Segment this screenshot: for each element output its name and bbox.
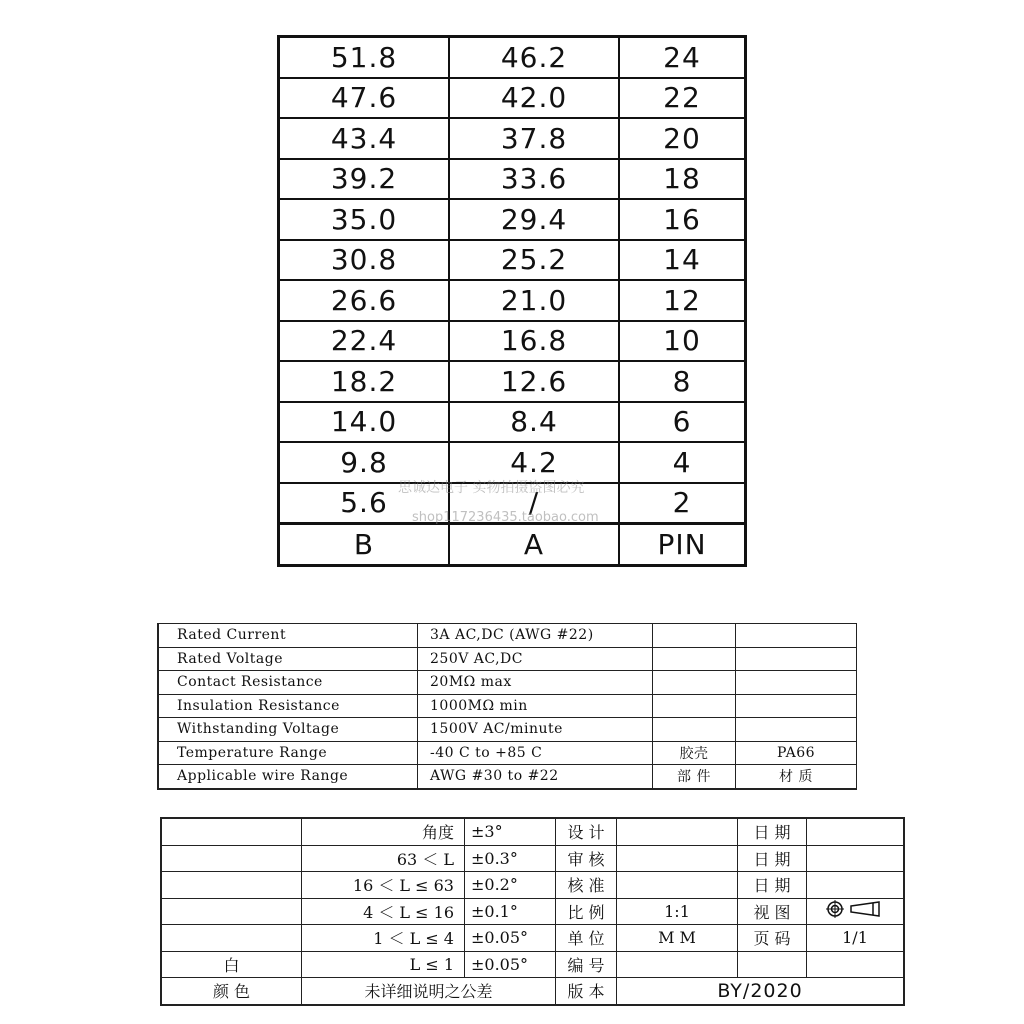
title-block-cell: 页 码 bbox=[738, 925, 807, 952]
title-block-cell: 4 ＜ L ≤ 16 bbox=[302, 898, 465, 925]
spec-row bbox=[158, 765, 857, 789]
spec-value bbox=[653, 624, 736, 648]
table-cell: 46.2 bbox=[449, 37, 619, 78]
table-cell: 26.6 bbox=[279, 280, 450, 321]
title-block-cell: 比 例 bbox=[556, 898, 617, 925]
spec-row bbox=[158, 694, 857, 718]
title-block-cell: 角度 bbox=[302, 818, 465, 845]
table-row bbox=[279, 37, 746, 78]
table-cell: 25.2 bbox=[449, 240, 619, 281]
spec-table bbox=[157, 623, 857, 790]
spec-label: Applicable wire Range bbox=[158, 765, 418, 789]
table-row bbox=[279, 361, 746, 402]
column-header: A bbox=[449, 524, 619, 566]
title-block-cell bbox=[807, 845, 905, 872]
table-cell: 21.0 bbox=[449, 280, 619, 321]
table-cell: 14 bbox=[619, 240, 746, 281]
table-cell: 14.0 bbox=[279, 402, 450, 443]
column-header: B bbox=[279, 524, 450, 566]
table-row bbox=[279, 159, 746, 200]
table-cell: 22.4 bbox=[279, 321, 450, 362]
table-cell: 8.4 bbox=[449, 402, 619, 443]
table-cell: 4 bbox=[619, 442, 746, 483]
title-block-cell: ±0.05° bbox=[465, 951, 556, 978]
spec-value: -40 C to +85 C bbox=[418, 741, 653, 765]
spec-value bbox=[736, 671, 857, 695]
table-cell: 18.2 bbox=[279, 361, 450, 402]
title-block-cell bbox=[161, 818, 302, 845]
spec-value: 材 质 bbox=[736, 765, 857, 789]
title-block-cell bbox=[161, 872, 302, 899]
title-block-cell: 日 期 bbox=[738, 845, 807, 872]
title-block-cell: ±0.3° bbox=[465, 845, 556, 872]
title-block-cell: 日 期 bbox=[738, 818, 807, 845]
title-block-cell: 视 图 bbox=[738, 898, 807, 925]
tolerance-note: 未详细说明之公差 bbox=[302, 978, 556, 1005]
title-block-cell bbox=[617, 845, 738, 872]
table-row bbox=[279, 402, 746, 443]
title-block-cell: 设 计 bbox=[556, 818, 617, 845]
spec-value: 250V AC,DC bbox=[418, 647, 653, 671]
title-block-cell bbox=[617, 872, 738, 899]
title-block-cell: ±3° bbox=[465, 818, 556, 845]
title-block-row bbox=[161, 978, 904, 1005]
title-block-cell bbox=[617, 818, 738, 845]
spec-row bbox=[158, 647, 857, 671]
watermark-url: shop117236435.taobao.com bbox=[412, 510, 599, 525]
spec-value: AWG #30 to #22 bbox=[418, 765, 653, 789]
spec-row bbox=[158, 624, 857, 648]
title-block-row bbox=[161, 925, 904, 952]
watermark-text: 思诚达电子 实物拍摄盗图必究 bbox=[398, 480, 585, 496]
table-cell: 12.6 bbox=[449, 361, 619, 402]
spec-label: Temperature Range bbox=[158, 741, 418, 765]
dimension-header-row bbox=[279, 524, 746, 566]
spec-row bbox=[158, 718, 857, 742]
table-cell: 6 bbox=[619, 402, 746, 443]
spec-value bbox=[736, 624, 857, 648]
spec-value bbox=[653, 671, 736, 695]
table-cell: 16 bbox=[619, 199, 746, 240]
title-block-cell: 日 期 bbox=[738, 872, 807, 899]
title-block-cell bbox=[161, 845, 302, 872]
table-cell: 12 bbox=[619, 280, 746, 321]
title-block-cell bbox=[807, 951, 905, 978]
table-row bbox=[279, 78, 746, 119]
spec-value: PA66 bbox=[736, 741, 857, 765]
spec-value: 部 件 bbox=[653, 765, 736, 789]
table-cell: 16.8 bbox=[449, 321, 619, 362]
title-block-cell: L ≤ 1 bbox=[302, 951, 465, 978]
table-cell: / bbox=[449, 483, 619, 524]
table-cell: 8 bbox=[619, 361, 746, 402]
spec-value bbox=[653, 647, 736, 671]
title-block bbox=[160, 817, 905, 1006]
title-block-cell: M M bbox=[617, 925, 738, 952]
column-header: PIN bbox=[619, 524, 746, 566]
spec-value: 20MΩ max bbox=[418, 671, 653, 695]
title-block-cell: 审 核 bbox=[556, 845, 617, 872]
table-cell: 4.2 bbox=[449, 442, 619, 483]
spec-label: Withstanding Voltage bbox=[158, 718, 418, 742]
table-row bbox=[279, 280, 746, 321]
title-block-cell: ±0.2° bbox=[465, 872, 556, 899]
spec-label: Contact Resistance bbox=[158, 671, 418, 695]
color-label: 颜 色 bbox=[161, 978, 302, 1005]
spec-value: 1000MΩ min bbox=[418, 694, 653, 718]
title-block-cell: 16 ＜ L ≤ 63 bbox=[302, 872, 465, 899]
table-cell: 10 bbox=[619, 321, 746, 362]
table-cell: 47.6 bbox=[279, 78, 450, 119]
spec-label: Insulation Resistance bbox=[158, 694, 418, 718]
spec-value: 胶壳 bbox=[653, 741, 736, 765]
spec-row bbox=[158, 741, 857, 765]
title-block-cell: 白 bbox=[161, 951, 302, 978]
spec-value bbox=[653, 694, 736, 718]
table-cell: 37.8 bbox=[449, 118, 619, 159]
table-cell: 33.6 bbox=[449, 159, 619, 200]
table-cell: 42.0 bbox=[449, 78, 619, 119]
table-cell: 9.8 bbox=[279, 442, 450, 483]
spec-value bbox=[736, 647, 857, 671]
spec-label: Rated Current bbox=[158, 624, 418, 648]
version-value: BY/2020 bbox=[617, 978, 905, 1005]
table-cell: 2 bbox=[619, 483, 746, 524]
title-block-cell bbox=[807, 818, 905, 845]
spec-row bbox=[158, 671, 857, 695]
title-block-cell: 核 准 bbox=[556, 872, 617, 899]
title-block-cell: 单 位 bbox=[556, 925, 617, 952]
title-block-cell: 编 号 bbox=[556, 951, 617, 978]
table-cell: 22 bbox=[619, 78, 746, 119]
table-cell: 30.8 bbox=[279, 240, 450, 281]
table-cell: 43.4 bbox=[279, 118, 450, 159]
spec-label: Rated Voltage bbox=[158, 647, 418, 671]
table-row bbox=[279, 321, 746, 362]
table-cell: 24 bbox=[619, 37, 746, 78]
title-block-cell: 63 ＜ L bbox=[302, 845, 465, 872]
title-block-cell: ±0.05° bbox=[465, 925, 556, 952]
title-block-row bbox=[161, 898, 904, 925]
title-block-row bbox=[161, 872, 904, 899]
spec-value: 1500V AC/minute bbox=[418, 718, 653, 742]
title-block-cell bbox=[617, 951, 738, 978]
title-block-row bbox=[161, 818, 904, 845]
title-block-cell: 1:1 bbox=[617, 898, 738, 925]
title-block-row bbox=[161, 845, 904, 872]
table-cell: 18 bbox=[619, 159, 746, 200]
title-block-cell bbox=[161, 925, 302, 952]
third-angle-projection-icon bbox=[825, 899, 885, 919]
title-block-cell bbox=[807, 872, 905, 899]
table-cell: 20 bbox=[619, 118, 746, 159]
projection-cell bbox=[807, 898, 905, 925]
spec-value bbox=[736, 694, 857, 718]
version-label: 版 本 bbox=[556, 978, 617, 1005]
title-block-cell: 1 ＜ L ≤ 4 bbox=[302, 925, 465, 952]
table-cell: 39.2 bbox=[279, 159, 450, 200]
title-block-cell bbox=[738, 951, 807, 978]
title-block-row bbox=[161, 951, 904, 978]
table-row bbox=[279, 240, 746, 281]
table-cell: 29.4 bbox=[449, 199, 619, 240]
spec-value bbox=[653, 718, 736, 742]
spec-value: 3A AC,DC (AWG #22) bbox=[418, 624, 653, 648]
table-cell: 35.0 bbox=[279, 199, 450, 240]
table-cell: 5.6 bbox=[279, 483, 450, 524]
table-cell: 51.8 bbox=[279, 37, 450, 78]
spec-value bbox=[736, 718, 857, 742]
title-block-cell bbox=[161, 898, 302, 925]
title-block-cell: ±0.1° bbox=[465, 898, 556, 925]
table-row bbox=[279, 199, 746, 240]
table-row bbox=[279, 118, 746, 159]
title-block-cell: 1/1 bbox=[807, 925, 905, 952]
